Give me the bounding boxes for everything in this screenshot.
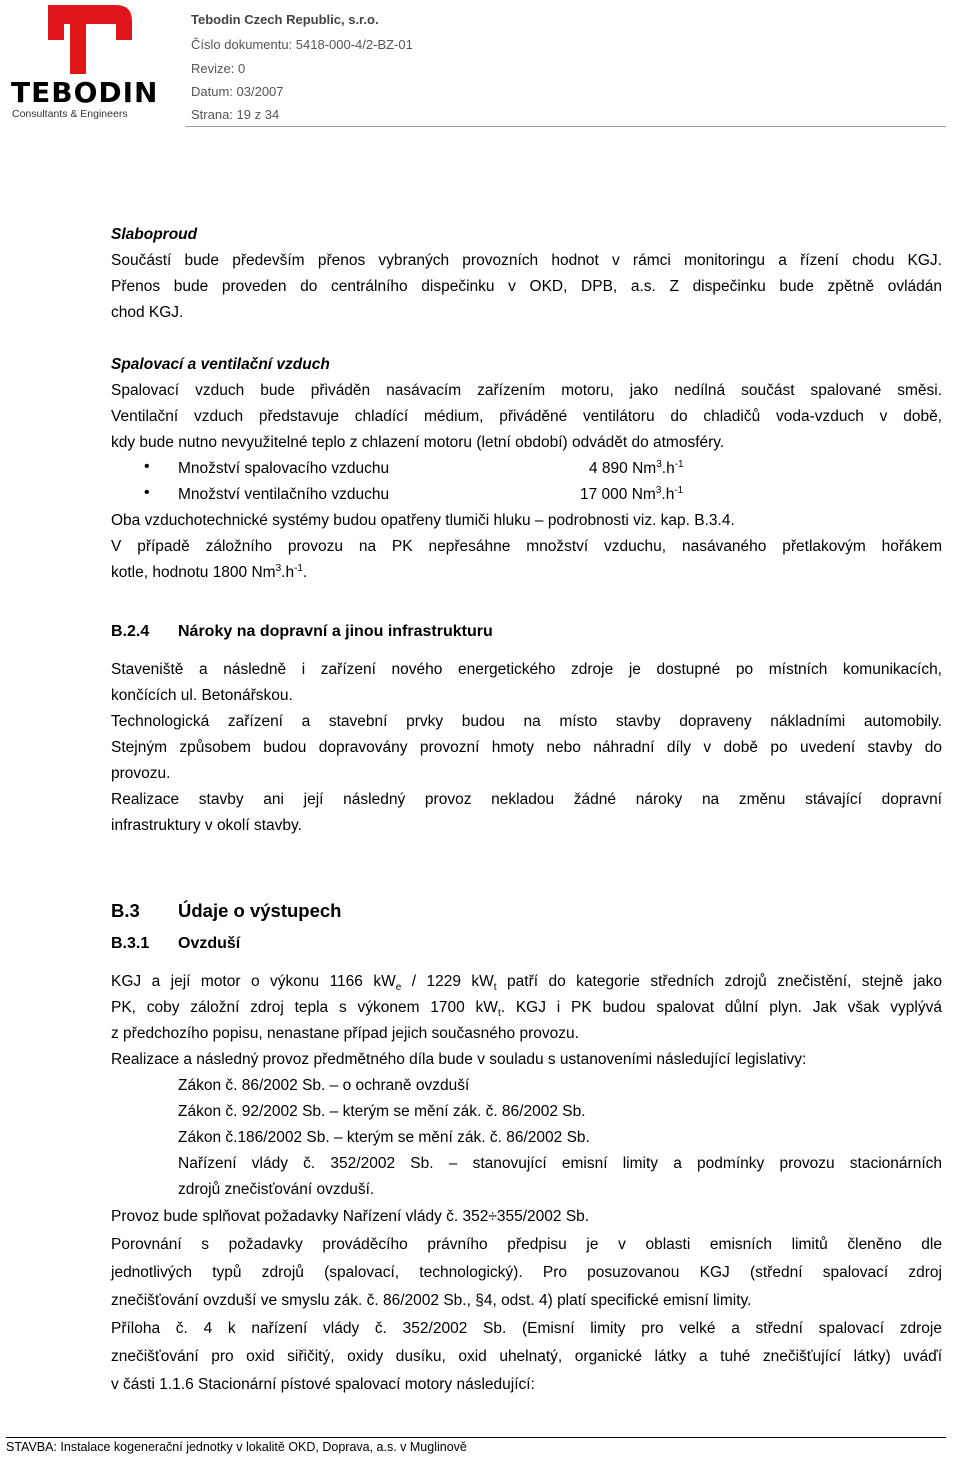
b31-p4-line-3: znečišťování ovzduší ve smyslu zák. č. 86/2002 Sb., §4, odst. 4) platí specifické emisní limity. (111, 1292, 752, 1309)
section-b3-number: B.3 (111, 900, 140, 921)
slaboproud-line-3: chod KGJ. (111, 304, 184, 321)
logo-name: TEBODIN (11, 76, 159, 109)
section-b31-number: B.3.1 (111, 935, 150, 952)
b24-line-5: provozu. (111, 765, 171, 782)
pk-line-2: kotle, hodnotu 1800 $Nm^3.h^{-1}$. (111, 562, 308, 581)
document-number: Číslo dokumentu: 5418-000-4/2-BZ-01 (191, 37, 413, 52)
law-4-line-1: Nařízení vlády č. 352/2002 Sb. – stanovující emisní limity a podmínky provozu stacionárních (178, 1155, 942, 1172)
bullet-value-2: 17 000 $Nm^3.h^{-1}$ (580, 484, 684, 503)
vzduch-after: Oba vzduchotechnické systémy budou opatřeny tlumiči hluku – podrobnosti viz. kap. B.3.4. (111, 512, 735, 529)
b24-line-7: infrastruktury v okolí stavby. (111, 817, 302, 834)
b31-p4-line-2: jednotlivých typů zdrojů (spalovací, technologický). Pro posuzovanou KGJ (střední spalovací zdroj (111, 1264, 942, 1281)
b24-line-4: Stejným způsobem budou dopravovány provozní hmoty nebo náhradní díly v době po uvedení stavby do (111, 739, 942, 756)
section-b31-title: Ovzduší (178, 935, 241, 952)
section-b24-number: B.2.4 (111, 623, 150, 640)
law-3: Zákon č.186/2002 Sb. – kterým se mění zák. č. 86/2002 Sb. (178, 1129, 590, 1146)
vzduch-line-2: Ventilační vzduch představuje chladící médium, přiváděné ventilátoru do chladičů voda-vzduch v době, (111, 408, 942, 425)
law-1: Zákon č. 86/2002 Sb. – o ochraně ovzduší (178, 1077, 470, 1094)
b31-p5-line-3: v části 1.1.6 Stacionární pístové spalovací motory následující: (111, 1376, 535, 1393)
bullet-dot: • (144, 484, 150, 501)
slaboproud-line-2: Přenos bude proveden do centrálního dispečinku v OKD, DPB, a.s. Z dispečinku bude zpětně ovládán (111, 278, 942, 295)
b31-p5-line-2: znečišťování pro oxid siřičitý, oxidy dusíku, oxid uhelnatý, organické látky a tuhé znečišťující látky) uváďí (111, 1348, 942, 1365)
b31-p2: Realizace a následný provoz předmětného díla bude v souladu s ustanoveními následující legislativy: (111, 1051, 807, 1068)
b31-p3: Provoz bude splňovat požadavky Nařízení vlády č. 352÷355/2002 Sb. (111, 1208, 590, 1225)
section-b3-title: Údaje o výstupech (178, 900, 342, 921)
b31-p1-line-3: z předchozího popisu, nenastane případ jejich současného provozu. (111, 1025, 579, 1042)
pk-line-1: V případě záložního provozu na PK nepřesáhne množství vzduchu, nasávaného přetlakovým hořákem (111, 538, 942, 555)
tebodin-logo (8, 2, 160, 122)
footer-text: STAVBA: Instalace kogenerační jednotky v lokalitě OKD, Doprava, a.s. v Muglinově (6, 1440, 467, 1454)
date: Datum: 03/2007 (191, 84, 284, 99)
law-2: Zákon č. 92/2002 Sb. – kterým se mění zák. č. 86/2002 Sb. (178, 1103, 586, 1120)
bullet-label-2: Množství ventilačního vzduchu (178, 486, 390, 503)
bullet-label-1: Množství spalovacího vzduchu (178, 460, 390, 477)
b24-line-1: Staveniště a následně i zařízení nového energetického zdroje je dostupné po místních komunikacích, (111, 661, 942, 678)
b31-p1-line-1: KGJ a její motor o výkonu 1166 $kW_e / 1229$ $kW_t$ patří do kategorie středních zdrojů znečistění, stejně jako (111, 973, 942, 994)
revision: Revize: 0 (191, 61, 246, 76)
vzduch-line-3: kdy bude nutno nevyužitelné teplo z chlazení motoru (letní období) odvádět do atmosféry. (111, 434, 725, 451)
b31-p5-line-1: Příloha č. 4 k nařízení vlády č. 352/2002 Sb. (Emisní limity pro velké a střední spalovací zdroje (111, 1320, 942, 1337)
bullet-value-1: 4 890 $Nm^3.h^{-1}$ (589, 458, 684, 477)
b24-line-6: Realizace stavby ani její následný provoz nekladou žádné nároky na změnu stávající dopravní (111, 791, 942, 808)
logo-tagline: Consultants & Engineers (12, 108, 128, 120)
vzduch-heading: Spalovací a ventilační vzduch (111, 356, 330, 373)
footer-divider (6, 1437, 946, 1438)
b24-line-2: končících ul. Betonářskou. (111, 687, 293, 704)
header-divider (186, 126, 946, 127)
company-name: Tebodin Czech Republic, s.r.o. (191, 12, 379, 27)
section-b24-title: Nároky na dopravní a jinou infrastrukturu (178, 623, 493, 640)
slaboproud-line-1: Součástí bude především přenos vybraných provozních hodnot v rámci monitoringu a řízení chodu KGJ. (111, 252, 942, 269)
law-4-line-2: zdrojů znečisťování ovzduší. (178, 1181, 375, 1198)
vzduch-line-1: Spalovací vzduch bude přiváděn nasávacím zařízením motoru, jako nedílná součást spalované směsi. (111, 382, 942, 399)
b31-p1-line-2: PK, coby záložní zdroj tepla s výkonem 1700 $kW_t$. KGJ i PK budou spalovat důlní plyn. Jak však vyplývá (111, 999, 942, 1020)
b31-p4-line-1: Porovnání s požadavky prováděcího právního předpisu je v oblasti emisních limitů členěno dle (111, 1236, 942, 1253)
b24-line-3: Technologická zařízení a stavební prvky budou na místo stavby dopraveny nákladními automobily. (111, 713, 942, 730)
bullet-dot: • (144, 458, 150, 475)
slaboproud-heading: Slaboproud (111, 226, 198, 243)
page-number: Strana: 19 z 34 (191, 107, 280, 122)
